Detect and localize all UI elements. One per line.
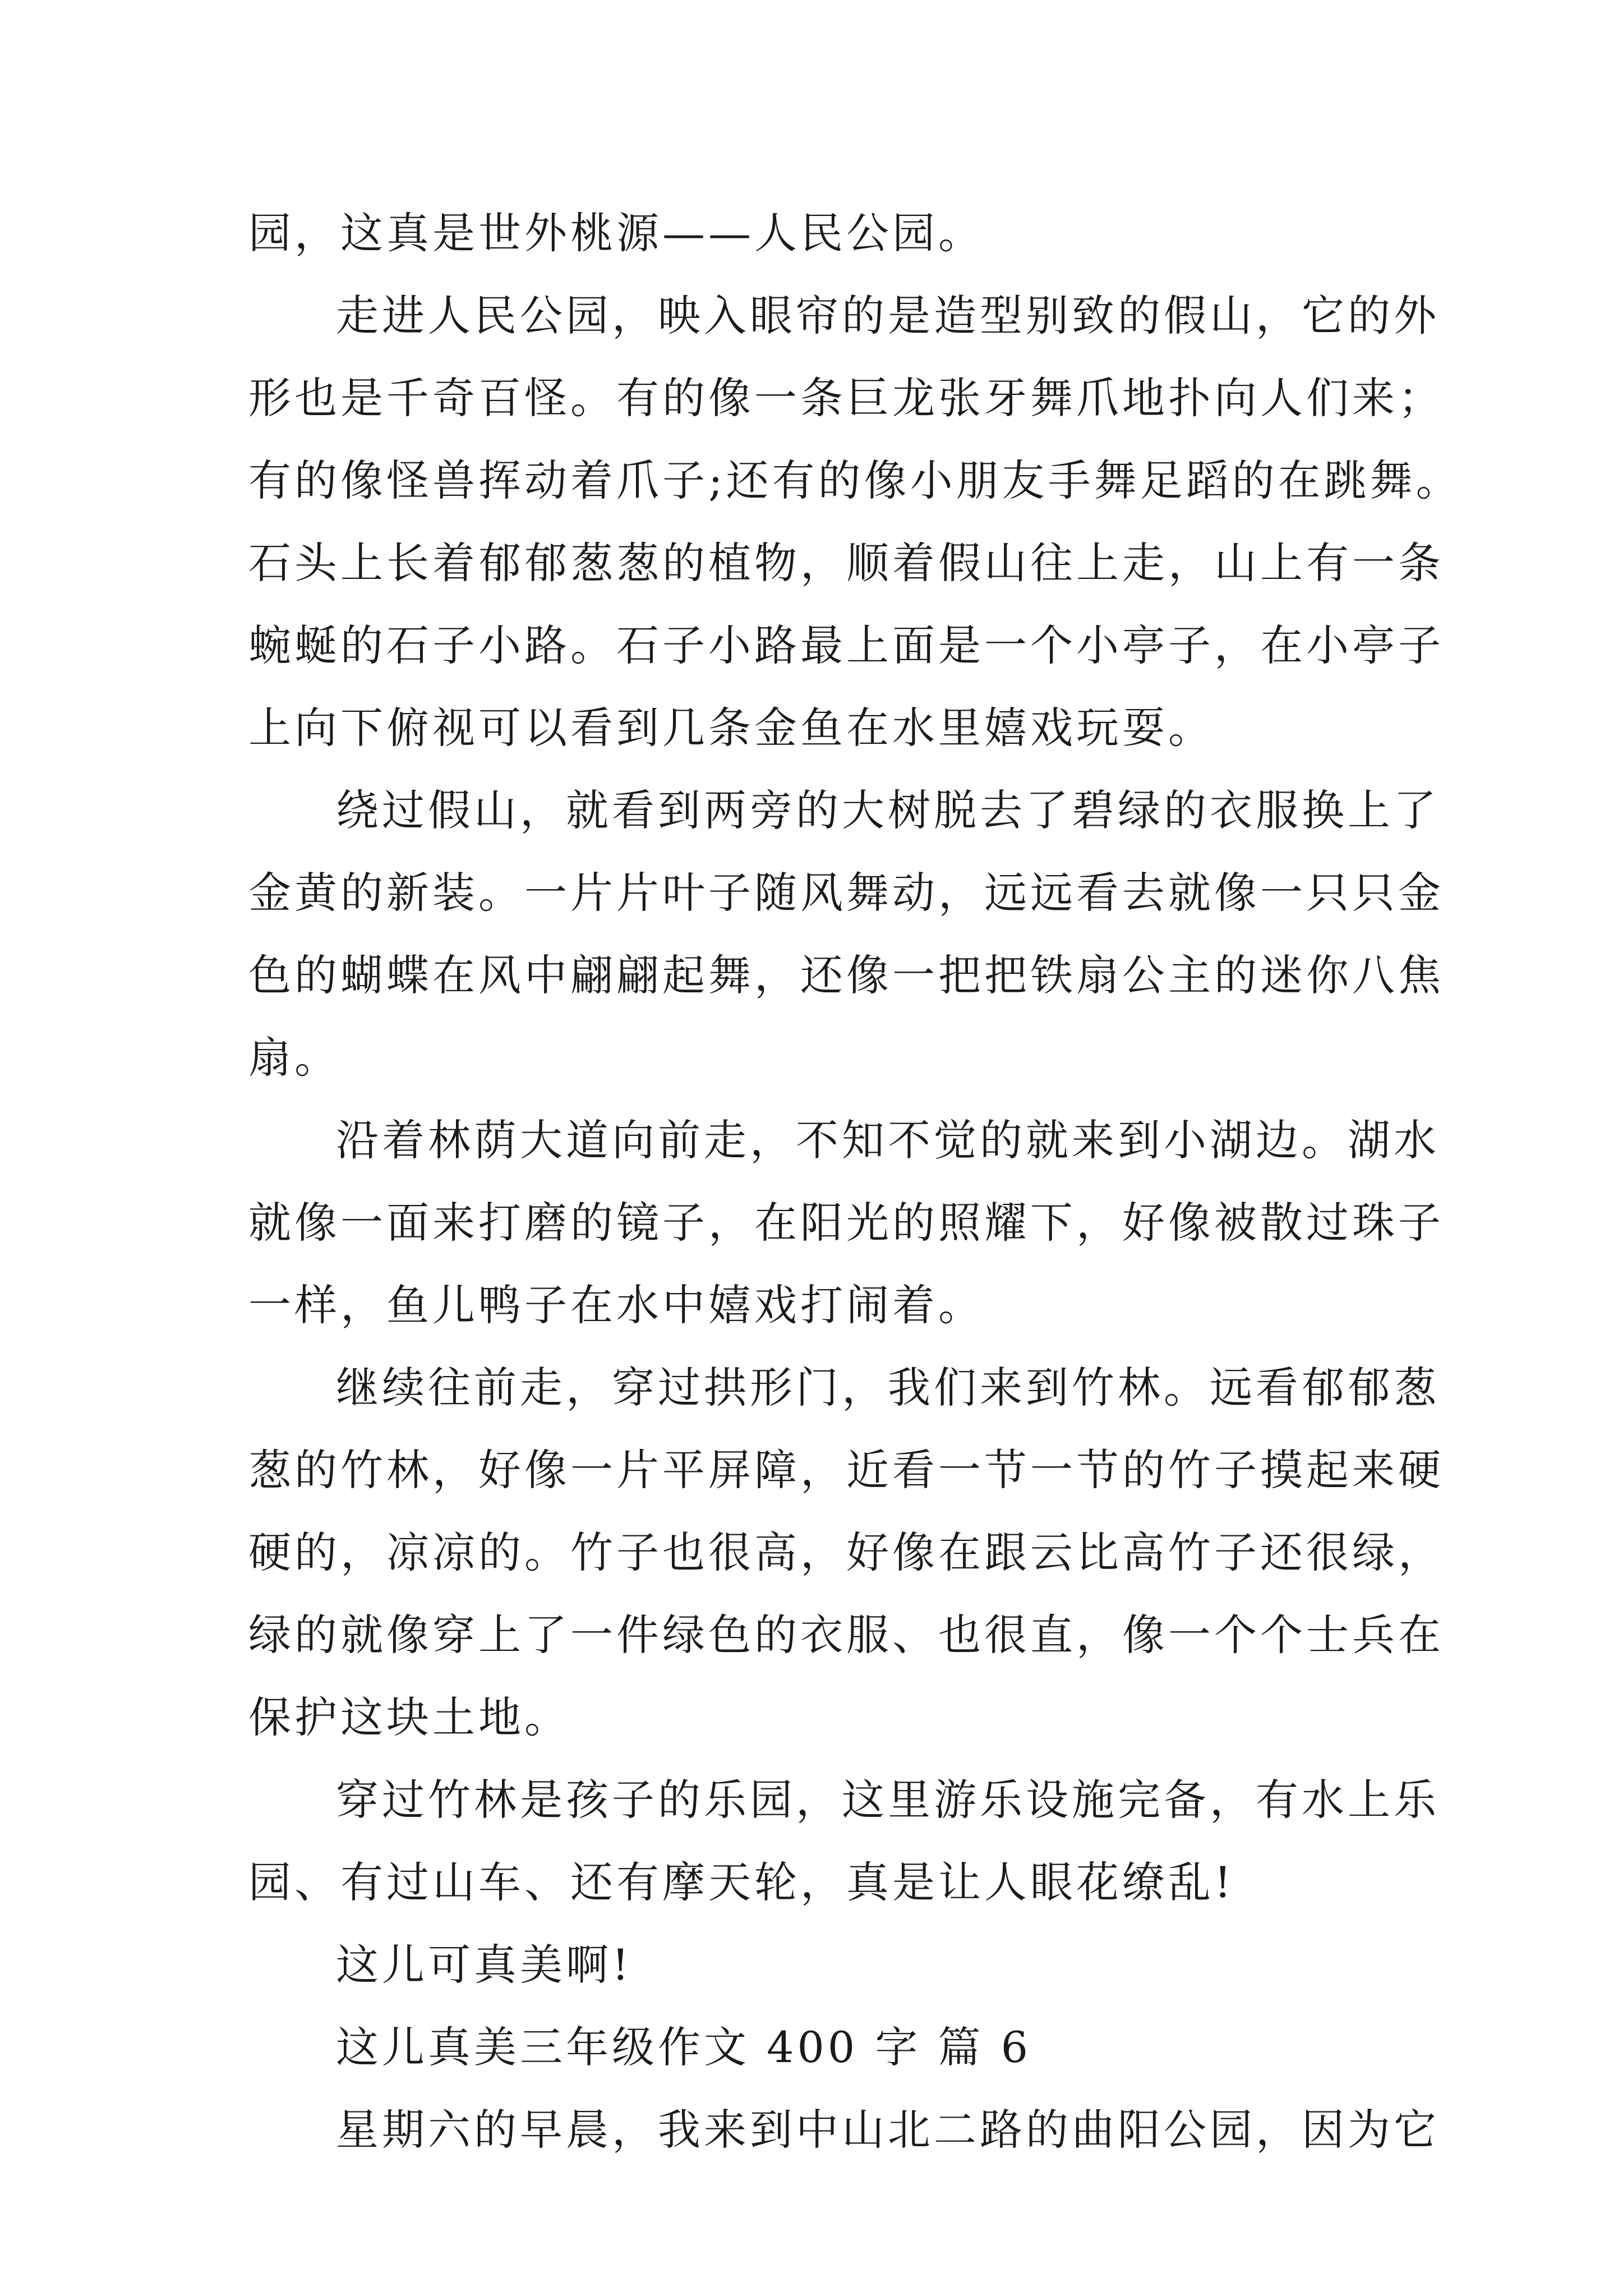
text-line: 这儿可真美啊!: [336, 1940, 633, 1990]
text-line: 走进人民公园，映入眼帘的是造型别致的假山，它的外: [336, 291, 1440, 341]
text-line: 穿过竹林是孩子的乐园，这里游乐设施完备，有水上乐: [336, 1775, 1440, 1825]
text-line: 扇。: [248, 1033, 340, 1083]
text-line: 沿着林荫大道向前走，不知不觉的就来到小湖边。湖水: [336, 1115, 1440, 1165]
text-line: 园、有过山车、还有摩天轮，真是让人眼花缭乱!: [248, 1857, 1235, 1907]
text-line: 一样，鱼儿鸭子在水中嬉戏打闹着。: [248, 1280, 984, 1330]
text-line: 金黄的新装。一片片叶子随风舞动，远远看去就像一只只金: [248, 868, 1444, 918]
text-line: 星期六的早晨，我来到中山北二路的曲阳公园，因为它: [336, 2105, 1440, 2155]
text-line: 园，这真是世外桃源——人民公园。: [248, 208, 984, 258]
text-line: 石头上长着郁郁葱葱的植物，顺着假山往上走，山上有一条: [248, 538, 1444, 588]
text-line: 硬的，凉凉的。竹子也很高，好像在跟云比高竹子还很绿，: [248, 1527, 1444, 1577]
section-heading: 这儿真美三年级作文 400 字 篇 6: [336, 2022, 1032, 2072]
text-line: 葱的竹林，好像一片平屏障，近看一节一节的竹子摸起来硬: [248, 1445, 1444, 1495]
text-line: 就像一面来打磨的镜子，在阳光的照耀下，好像被散过珠子: [248, 1198, 1444, 1248]
text-line: 继续往前走，穿过拱形门，我们来到竹林。远看郁郁葱: [336, 1363, 1440, 1412]
essay-body: [248, 192, 1462, 2171]
text-line: 保护这块土地。: [248, 1692, 570, 1742]
text-line: 蜿蜒的石子小路。石子小路最上面是一个小亭子，在小亭子: [248, 620, 1444, 670]
text-line: 有的像怪兽挥动着爪子;还有的像小朋友手舞足蹈的在跳舞。: [248, 455, 1462, 505]
text-line: 色的蝴蝶在风中翩翩起舞，还像一把把铁扇公主的迷你八焦: [248, 950, 1444, 1000]
text-line: 形也是千奇百怪。有的像一条巨龙张牙舞爪地扑向人们来；: [248, 373, 1444, 423]
text-line: 上向下俯视可以看到几条金鱼在水里嬉戏玩耍。: [248, 703, 1214, 753]
text-line: 绿的就像穿上了一件绿色的衣服、也很直，像一个个士兵在: [248, 1610, 1444, 1660]
text-line: 绕过假山，就看到两旁的大树脱去了碧绿的衣服换上了: [336, 785, 1440, 835]
